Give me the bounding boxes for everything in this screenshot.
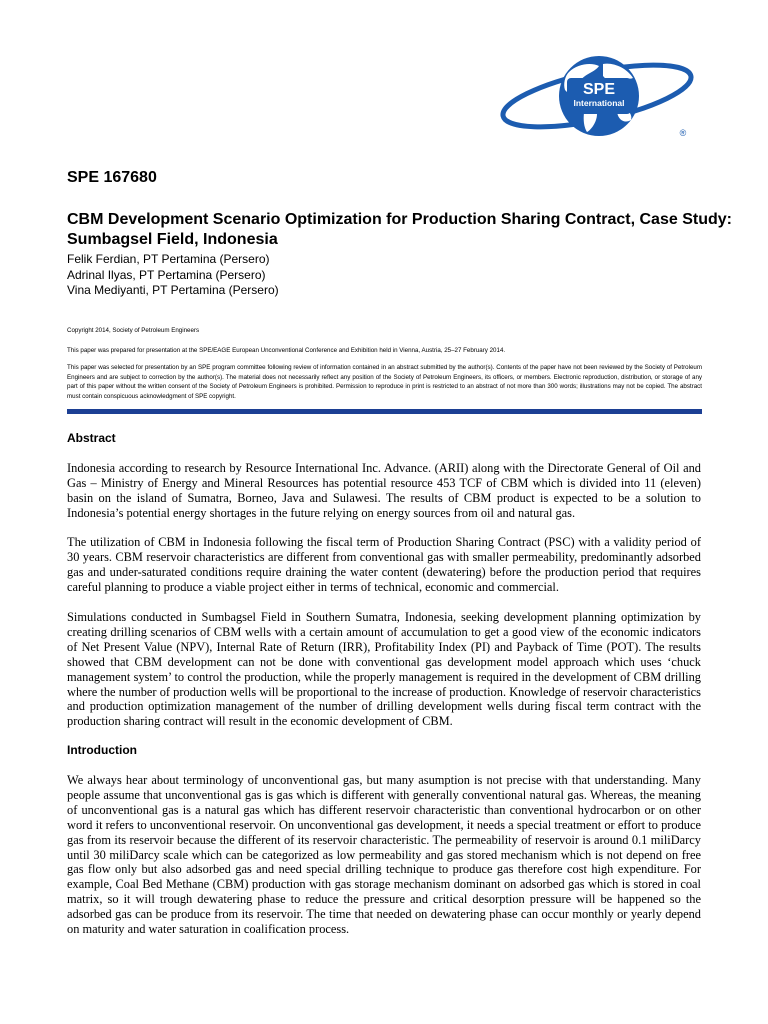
spe-international-logo <box>499 50 695 142</box>
registered-mark: ® <box>679 128 687 138</box>
logo-text-international: International <box>573 98 625 108</box>
introduction-heading: Introduction <box>67 743 137 757</box>
logo-text-spe: SPE <box>582 81 616 98</box>
abstract-paragraph-1: Indonesia according to research by Resource International Inc. Advance. (ARII) along with the Directorate General of Oil and Gas – Ministry of Energy and Mineral Resources has potential resource 453 TCF of CBM which is divided into 11 (eleven) basin on the island of Sumatra, Borneo, Java and Sulawesi. The results of CBM product is expected to be a solution to Indonesia’s potential energy shortages in the future relying on energy sources from oil and natural gas. <box>67 461 701 520</box>
section-divider <box>67 409 702 414</box>
author-item: Felik Ferdian, PT Pertamina (Persero) <box>67 252 270 266</box>
author-list <box>67 252 279 299</box>
introduction-paragraph: We always hear about terminology of unconventional gas, but many asumption is not precise with that understanding. Many people assume that unconventional gas is gas which is different with generally conventional natural gas. Whereas, the meaning of unconventional gas is a natural gas which has different reservoir characteristic than conventional hydrocarbon or on other word it refers to unconventional reservoir. On unconventional gas development, it needs a special treatment or effort to produce gas from its reservoir because the different of its reservoir characteristic. The permeability of reservoir is around 0.1 miliDarcy until 30 miliDarcy scale which can be categorized as low permeability and gas stored mechanism which is not depend on free gas flow only but also adsorbed gas and need special drilling technique to produce gas therefore cost high expenditure. For example, Coal Bed Methane (CBM) production with gas storage mechanism dominant on adsorbed gas which is stored in coal matrix, so it will trough dewatering phase to reduce the pressure and critical desorption pressure will be happened so the adsorbed gas can be produce from its reservoir. The time that needed on dewatering phase can occur monthly or yearly depend on maturity and water saturation in coalification process. <box>67 773 701 937</box>
copyright-notice: Copyright 2014, Society of Petroleum Engineers <box>67 327 200 334</box>
abstract-paragraph-2: The utilization of CBM in Indonesia following the fiscal term of Production Sharing Contract (PSC) with a validity period of 30 years. CBM reservoir characteristics are different from conventional gas with smaller permeability, predominantly adsorbed gas and under-saturated conditions require draining the water content (dewatering) before the production period that requires careful planning to produce a viable project either in terms of technical, economic and commercial. <box>67 535 701 594</box>
presentation-notice: This paper was prepared for presentation at the SPE/EAGE European Unconventional Conference and Exhibition held in Vienna, Austria, 25–27 February 2014. <box>67 347 506 354</box>
paper-title: CBM Development Scenario Optimization for Production Sharing Contract, Case Study: Sumbagsel Field, Indonesia <box>67 211 732 248</box>
author-item: Vina Mediyanti, PT Pertamina (Persero) <box>67 283 279 297</box>
abstract-heading: Abstract <box>67 431 116 445</box>
author-item: Adrinal Ilyas, PT Pertamina (Persero) <box>67 267 266 282</box>
review-disclaimer: This paper was selected for presentation by an SPE program committee following review of information contained in an abstract submitted by the author(s). Contents of the paper have not been reviewed by the Society of Petroleum Engineers and are subject to correction by the author(s). The material does not necessarily reflect any position of the Society of Petroleum Engineers, its officers, or members. Electronic reproduction, distribution, or storage of any part of this paper without the written consent of the Society of Petroleum Engineers is prohibited. Permission to reproduce in print is restricted to an abstract of not more than 300 words; illustrations may not be copied. The abstract must contain conspicuous acknowledgment of SPE copyright. <box>67 364 702 400</box>
paper-number: SPE 167680 <box>67 169 157 186</box>
abstract-paragraph-3: Simulations conducted in Sumbagsel Field in Southern Sumatra, Indonesia, seeking development planning optimization by creating drilling scenarios of CBM wells with a certain amount of accumulation to get a good view of the economic indicators of Net Present Value (NPV), Internal Rate of Return (IRR), Profitability Index (PI) and Payback of Time (POT). The results showed that CBM development can not be done with conventional gas development model approach which uses ‘chuck management system’ to control the production, while the properly management is required in the development of CBM drilling where the number of production wells will be proportional to the increase of production. Knowledge of reservoir characteristics and production optimization management of the number of drilling development wells during fiscal term contract with the production sharing contract will result in the economic development of CBM. <box>67 610 701 729</box>
globe-logo-icon <box>499 50 695 142</box>
